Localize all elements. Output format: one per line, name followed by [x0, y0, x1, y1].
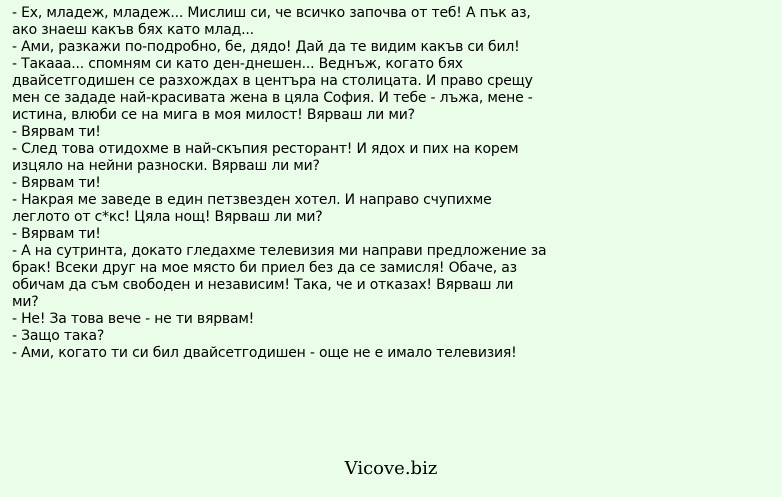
joke-line: ми? [12, 294, 39, 310]
joke-line: - Вярвам ти! [12, 124, 101, 140]
site-watermark: Vicove.biz [344, 458, 438, 479]
joke-line: леглото от с*кс! Цяла нощ! Вярваш ли ми? [12, 209, 323, 225]
joke-line: - Такааа... спомням си като ден-днешен... Веднъж, когато бях [12, 56, 463, 72]
joke-line: изцяло на нейни разноски. Вярваш ли ми? [12, 158, 320, 174]
joke-line: - Накрая ме заведе в един петзвезден хотел. И направо счупихме [12, 192, 492, 208]
joke-line: - Вярвам ти! [12, 226, 101, 242]
joke-line: ако знаеш какъв бях като млад... [12, 22, 254, 38]
joke-line: мен се зададе най-красивата жена в цяла София. И тебе - лъжа, мене - [12, 90, 533, 106]
joke-line: обичам да съм свободен и независим! Така, че и отказах! Вярваш ли [12, 277, 514, 293]
joke-line: - Ами, когато ти си бил двайсетгодишен - още не е имало телевизия! [12, 345, 517, 361]
joke-line: - След това отидохме в най-скъпия ресторант! И ядох и пих на корем [12, 141, 519, 157]
joke-line: - Вярвам ти! [12, 175, 101, 191]
joke-line: двайсетгодишен се разхождах в центъра на столицата. И право срещу [12, 73, 533, 89]
joke-line: - А на сутринта, докато гледахме телевизия ми направи предложение за [12, 243, 547, 259]
joke-line: - Не! За това вече - не ти вярвам! [12, 311, 255, 327]
joke-line: - Защо така? [12, 328, 105, 344]
joke-line: - Ех, младеж, младеж... Мислиш си, че всичко започва от теб! А пък аз, [12, 5, 531, 21]
joke-text [12, 5, 772, 362]
joke-line: - Ами, разкажи по-подробно, бе, дядо! Дай да те видим какъв си бил! [12, 39, 520, 55]
joke-line: брак! Всеки друг на мое място би приел без да се замисля! Обаче, аз [12, 260, 517, 276]
joke-line: истина, влюби се на мига в моя милост! Вярваш ли ми? [12, 107, 415, 123]
